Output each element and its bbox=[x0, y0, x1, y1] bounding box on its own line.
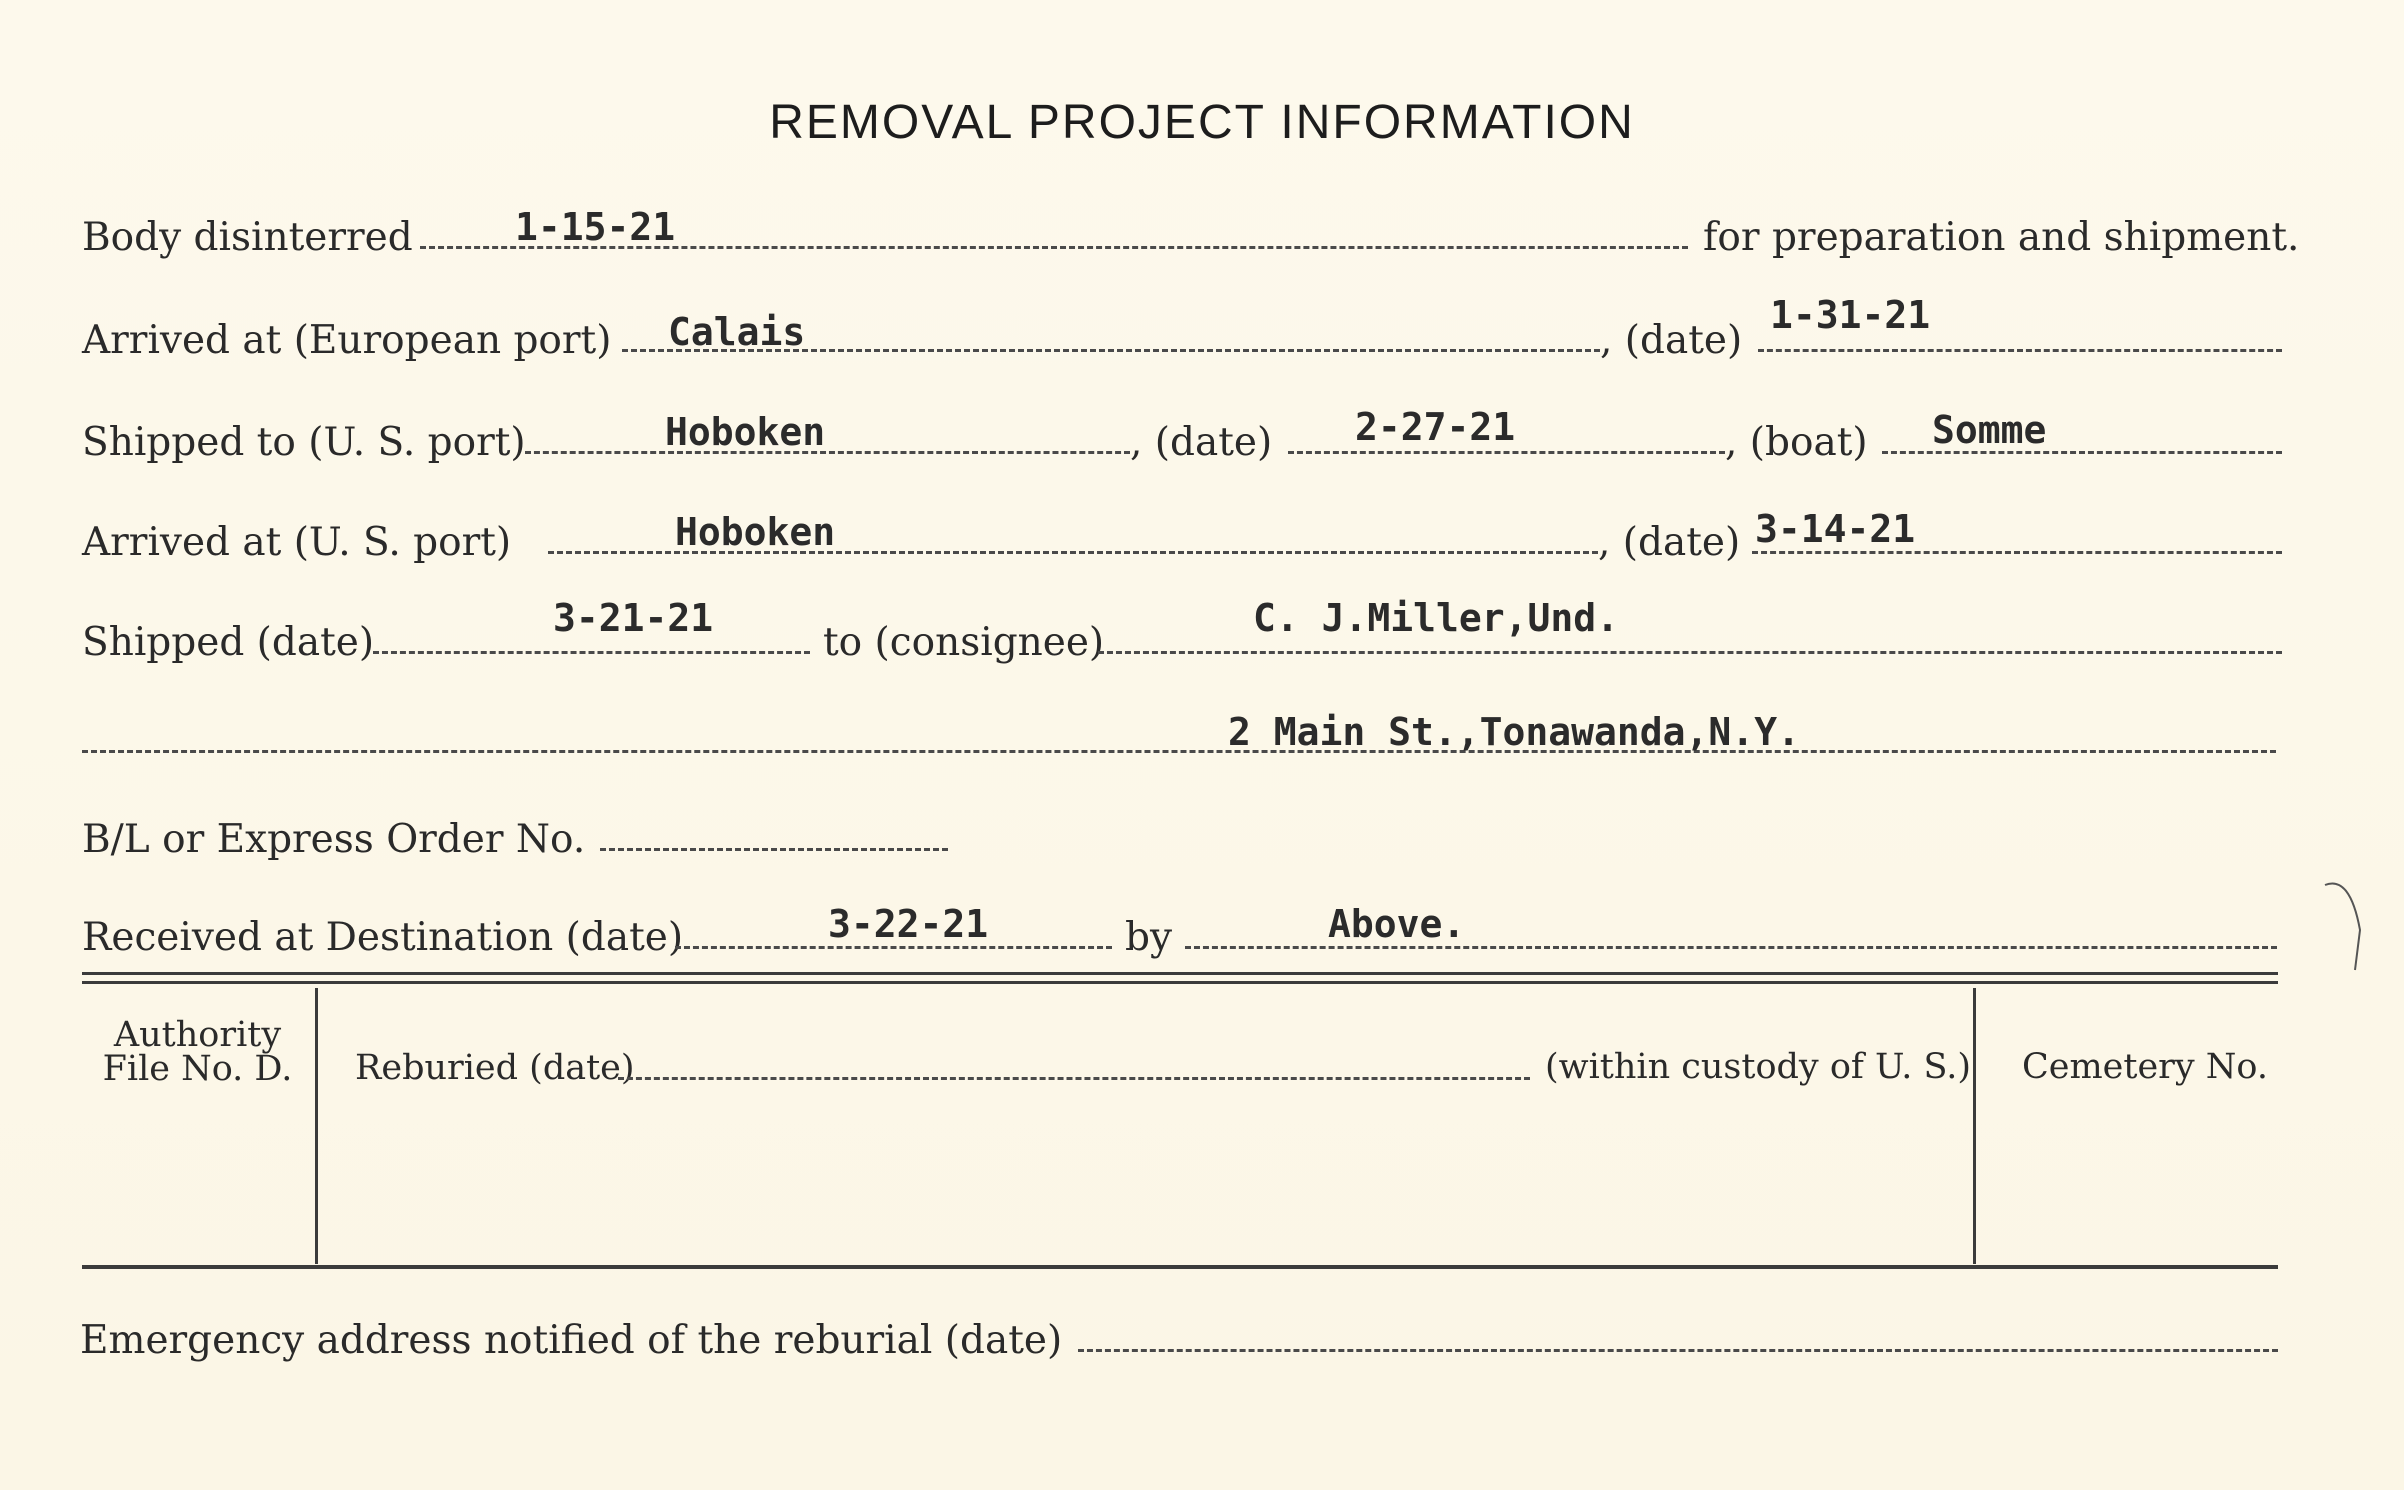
arrived-us-date-line bbox=[1752, 551, 2282, 554]
shipped-us-boat-value: Somme bbox=[1932, 408, 2047, 452]
box-top-rule-1 bbox=[82, 972, 2278, 975]
consignee-label: to (consignee) bbox=[823, 620, 1105, 665]
shipped-date-value: 3-21-21 bbox=[553, 596, 714, 640]
received-label: Received at Destination (date) bbox=[82, 915, 684, 960]
authority-line-2: File No. D. bbox=[102, 1049, 293, 1089]
arrived-eu-date-value: 1-31-21 bbox=[1770, 293, 1931, 337]
disinterred-value: 1-15-21 bbox=[515, 205, 676, 249]
shipped-us-port-value: Hoboken bbox=[665, 410, 826, 454]
cemetery-no-label: Cemetery No. bbox=[2022, 1047, 2269, 1087]
shipped-label: Shipped (date) bbox=[82, 620, 375, 665]
box-divider-right bbox=[1973, 988, 1976, 1264]
consignee-value: C. J.Miller,Und. bbox=[1253, 596, 1620, 640]
shipped-date-line bbox=[373, 651, 810, 654]
arrived-eu-label: Arrived at (European port) bbox=[82, 318, 612, 363]
arrived-us-label: Arrived at (U. S. port) bbox=[82, 520, 512, 565]
address-value: 2 Main St.,Tonawanda,N.Y. bbox=[1228, 710, 1800, 754]
shipped-us-date-label: , (date) bbox=[1130, 420, 1273, 465]
shipped-us-date-line bbox=[1288, 451, 1725, 454]
reburied-label: Reburied (date) bbox=[355, 1048, 635, 1088]
emergency-label: Emergency address notified of the reburial (date) bbox=[80, 1318, 1063, 1363]
disinterred-label: Body disinterred bbox=[82, 215, 413, 260]
arrived-eu-date-line bbox=[1758, 349, 2282, 352]
edge-mark-icon bbox=[2320, 870, 2380, 980]
consignee-line bbox=[1098, 651, 2282, 654]
arrived-eu-date-label: , (date) bbox=[1600, 318, 1743, 363]
received-date-value: 3-22-21 bbox=[828, 902, 989, 946]
shipped-us-boat-label: , (boat) bbox=[1725, 420, 1868, 465]
address-line bbox=[82, 750, 2276, 753]
card-title: REMOVAL PROJECT INFORMATION bbox=[769, 96, 1635, 149]
box-top-rule-2 bbox=[82, 981, 2278, 984]
received-by-value: Above. bbox=[1328, 902, 1466, 946]
box-divider-left bbox=[315, 988, 318, 1264]
received-date-line bbox=[675, 946, 1112, 949]
custody-label: (within custody of U. S.) bbox=[1545, 1047, 1972, 1087]
bl-label: B/L or Express Order No. bbox=[82, 817, 586, 862]
arrived-us-date-value: 3-14-21 bbox=[1755, 507, 1916, 551]
arrived-us-date-label: , (date) bbox=[1598, 520, 1741, 565]
box-bottom-rule bbox=[82, 1265, 2278, 1269]
authority-line-1: Authority bbox=[113, 1015, 282, 1055]
disinterred-suffix: for preparation and shipment. bbox=[1703, 215, 2300, 260]
shipped-us-label: Shipped to (U. S. port) bbox=[82, 420, 526, 465]
arrived-us-port-value: Hoboken bbox=[675, 510, 836, 554]
arrived-eu-port-value: Calais bbox=[668, 310, 806, 354]
shipped-us-line bbox=[525, 451, 1130, 454]
shipped-us-date-value: 2-27-21 bbox=[1355, 405, 1516, 449]
authority-file-label bbox=[95, 1015, 300, 1089]
emergency-line bbox=[1078, 1349, 2278, 1352]
received-by-line bbox=[1185, 946, 2277, 949]
reburied-line bbox=[618, 1077, 1530, 1080]
received-by-label: by bbox=[1125, 915, 1172, 960]
bl-line bbox=[600, 848, 948, 851]
